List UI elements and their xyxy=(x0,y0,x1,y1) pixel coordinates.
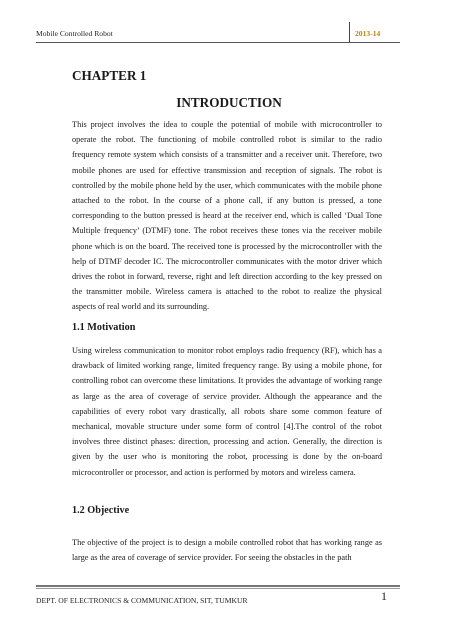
chapter-label: CHAPTER 1 xyxy=(72,68,147,83)
running-header-year: 2013-14 xyxy=(355,29,381,38)
section-heading-objective: 1.2 Objective xyxy=(72,505,130,516)
page-number: 1 xyxy=(381,589,387,603)
header-divider xyxy=(349,22,350,43)
footer-department: DEPT. OF ELECTRONICS & COMMUNICATION, SIT, TUMKUR xyxy=(36,596,248,605)
running-header-title: Mobile Controlled Robot xyxy=(36,29,113,38)
intro-paragraph: This project involves the idea to couple the potential of mobile with microcontroller to operate the robot. The functioning of mobile controlled robot is similar to the radio frequency remote system which consists of a transmitter and a receiver unit. Therefore, two mobile phones are used for effective transmission and reception of signals. The robot is controlled by the mobile phone held by the user, which communicates with the mobile phone attached to the robot. In the course of a phone call, if any button is pressed, a tone corresponding to the button pressed is heard at the receiver end, which is called ‘Dual Tone Multiple frequency’ (DTMF) tone. The robot receives these tones via the receiver mobile phone which is on the board. The received tone is processed by the microcontroller with the help of DTMF decoder IC. The microcontroller communicates with the motor driver which drives the robot in forward, reverse, right and left direction according to the key pressed on the transmitter mobile. Wireless camera is attached to the robot to realize the physical aspects of real world and its surrounding. xyxy=(72,120,382,312)
chapter-title-text: INTRODUCTION xyxy=(176,95,282,110)
header-rule xyxy=(36,42,400,43)
footer-rule-thin xyxy=(36,588,400,589)
footer-rule-thick xyxy=(36,585,400,587)
chapter-title xyxy=(0,95,453,111)
objective-paragraph: The objective of the project is to design a mobile controlled robot that has working range as large as the area of coverage of service provider. For seeing the obstacles in the path xyxy=(72,538,382,563)
section-heading-motivation: 1.1 Motivation xyxy=(72,322,136,333)
motivation-paragraph: Using wireless communication to monitor robot employs radio frequency (RF), which has a drawback of limited working range, limited frequency range. By using a mobile phone, for controlling robot can overcome these limitations. It provides the advantage of working range as large as the area of coverage of service provider. Although the appearance and the capabilities of every robot vary drastically, all robots share some common feature of mechanical, movable structure under some form of control [4].The control of the robot involves three distinct phases: direction, processing and action. Generally, the direction is given by the user who is monitoring the robot, processing is done by the on-board microcontroller or processor, and action is performed by motors and wireless camera. xyxy=(72,346,382,477)
